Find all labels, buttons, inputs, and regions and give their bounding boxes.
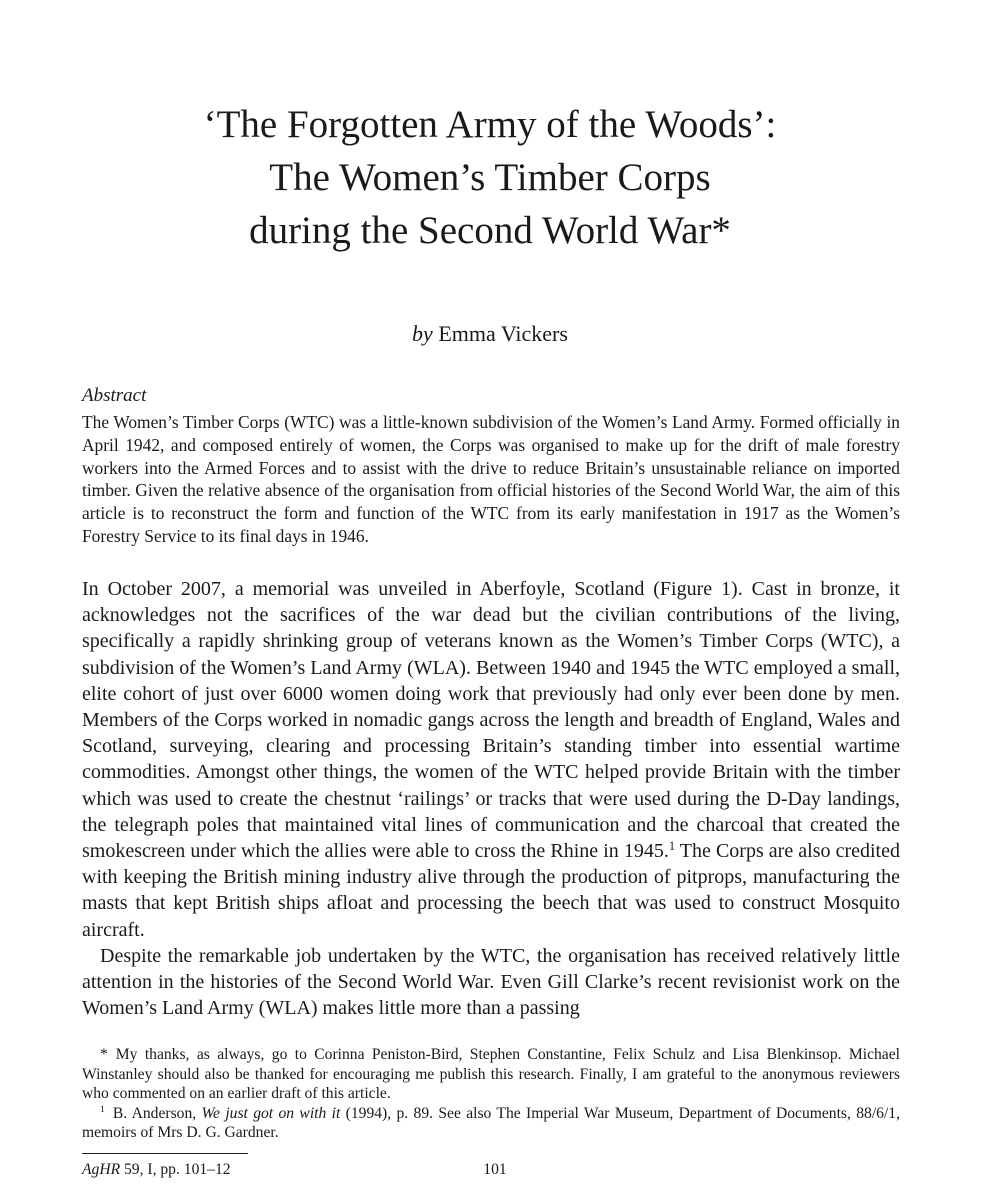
- footnote-1-prefix: B. Anderson,: [112, 1104, 202, 1122]
- byline-prefix: by: [412, 321, 433, 346]
- title-line-3: during the Second World War*: [249, 209, 731, 252]
- journal-reference: [82, 1160, 231, 1180]
- page-number: 101: [483, 1161, 507, 1178]
- body-paragraph-1-part-2: The Corps are also credited with keeping the British mining industry alive through the production of pitprops, manufacturing the masts that kept British ships afloat and processing the beech that was used to construct Mosquito aircraft.: [82, 840, 900, 941]
- footnote-star: [82, 1045, 900, 1104]
- footnote-1-mark: 1: [100, 1104, 105, 1116]
- footnote-star-mark: *: [100, 1046, 108, 1063]
- abstract-heading: Abstract: [82, 385, 147, 406]
- footnotes: [82, 1045, 900, 1143]
- footnote-star-text: My thanks, as always, go to Corinna Peniston-Bird, Stephen Constantine, Felix Schulz and Lisa Blenkinsop. Michael Winstanley should also be thanked for encouraging me publish this research. Finally, I am grateful to the anonymous reviewers who commented on an earlier draft of this article.: [82, 1046, 900, 1103]
- article-title: [80, 98, 900, 257]
- body-paragraph-1: [82, 576, 900, 943]
- footnote-1-suffix: (1994), p. 89. See also The Imperial War Museum, Department of Documents, 88/6/1, memoirs of Mrs D. G. Gardner.: [82, 1104, 900, 1142]
- body-paragraph-1-part-1: In October 2007, a memorial was unveiled in Aberfoyle, Scotland (Figure 1). Cast in bronze, it acknowledges not the sacrifices of the war dead but the civilian contributions of the living, specifically a rapidly shrinking group of veterans known as the Women’s Timber Corps (WTC), a subdivision of the Women’s Land Army (WLA). Between 1940 and 1945 the WTC employed a small, elite cohort of just over 6000 women doing work that previously had only ever been done by men. Members of the Corps worked in nomadic gangs across the length and breadth of England, Wales and Scotland, surveying, clearing and processing Britain’s standing timber into essential wartime commodities. Amongst other things, the women of the WTC helped provide Britain with the timber which was used to create the chestnut ‘railings’ or tracks that were used during the D-Day landings, the telegraph poles that maintained vital lines of communication and the charcoal that created the smokescreen under which the allies were able to cross the Rhine in 1945.: [82, 578, 900, 863]
- title-line-2: The Women’s Timber Corps: [269, 156, 711, 199]
- journal-abbreviation: AgHR: [82, 1161, 121, 1178]
- footer-rule: [82, 1153, 248, 1154]
- abstract-text: The Women’s Timber Corps (WTC) was a little-known subdivision of the Women’s Land Army. Formed officially in April 1942, and composed entirely of women, the Corps was organised to make up for the drift of male forestry workers into the Armed Forces and to assist with the drive to reduce Britain’s unsustainable reliance on imported timber. Given the relative absence of the organisation from official histories of the Second World War, the aim of this article is to reconstruct the form and function of the WTC from its early manifestation in 1917 as the Women’s Forestry Service to its final days in 1946.: [82, 412, 900, 546]
- journal-volume-pages: 59, I, pp. 101–12: [120, 1161, 231, 1178]
- body-paragraph-2: Despite the remarkable job undertaken by the WTC, the organisation has received relatively little attention in the histories of the Second World War. Even Gill Clarke’s recent revisionist work on the Women’s Land Army (WLA) makes little more than a passing: [82, 944, 900, 1020]
- author-byline: [80, 320, 900, 348]
- title-line-1: ‘The Forgotten Army of the Woods’:: [203, 103, 777, 146]
- footnote-reference: 1: [668, 839, 676, 854]
- author-name: Emma Vickers: [438, 321, 568, 346]
- article-body: [82, 576, 900, 1021]
- footnote-1: [82, 1104, 900, 1143]
- footnote-1-book-title: We just got on with it: [201, 1104, 341, 1122]
